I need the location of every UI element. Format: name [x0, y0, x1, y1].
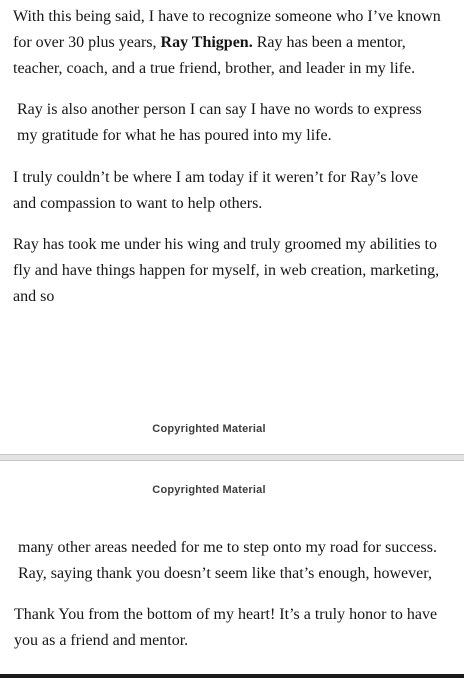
copyright-header: Copyrighted Material [152, 484, 266, 496]
bold-name: Ray Thigpen. [160, 34, 253, 51]
text-line: Ray, saying thank you doesn’t seem like that’s enough, however, [18, 565, 432, 582]
paragraph-gratitude [17, 97, 422, 149]
text-line: and so [13, 288, 55, 305]
paragraph-recognition [13, 4, 441, 82]
text-line: Ray is also another person I can say I have no words to express [17, 101, 422, 118]
text-span: Ray has been a mentor, [252, 34, 406, 51]
text-line: Thank You from the bottom of my heart! It’s a truly honor to have [14, 606, 438, 623]
paragraph-success [18, 535, 437, 587]
text-line: fly and have things happen for myself, in web creation, marketing, [13, 262, 440, 279]
page-divider [0, 454, 464, 461]
text-line: and compassion to want to help others. [13, 195, 263, 212]
paragraph-thank-you [14, 602, 437, 654]
text-line: my gratitude for what he has poured into my life. [17, 127, 332, 144]
paragraph-compassion [13, 165, 418, 217]
text-line: I truly couldn’t be where I am today if it weren’t for Ray’s love [13, 169, 419, 186]
text-line: With this being said, I have to recognize someone who I’ve known [13, 8, 441, 25]
page-bottom [0, 461, 464, 678]
text-span: for over 30 plus years, [13, 34, 161, 51]
text-line: many other areas needed for me to step onto my road for success. [18, 539, 437, 556]
text-line: Ray has took me under his wing and truly groomed my abilities to [13, 236, 437, 253]
text-line: you as a friend and mentor. [14, 632, 189, 649]
copyright-footer: Copyrighted Material [152, 423, 266, 435]
bottom-strip [0, 674, 464, 678]
text-line: teacher, coach, and a true friend, brother, and leader in my life. [13, 60, 416, 77]
paragraph-wing [13, 232, 439, 310]
text-line [13, 30, 441, 56]
